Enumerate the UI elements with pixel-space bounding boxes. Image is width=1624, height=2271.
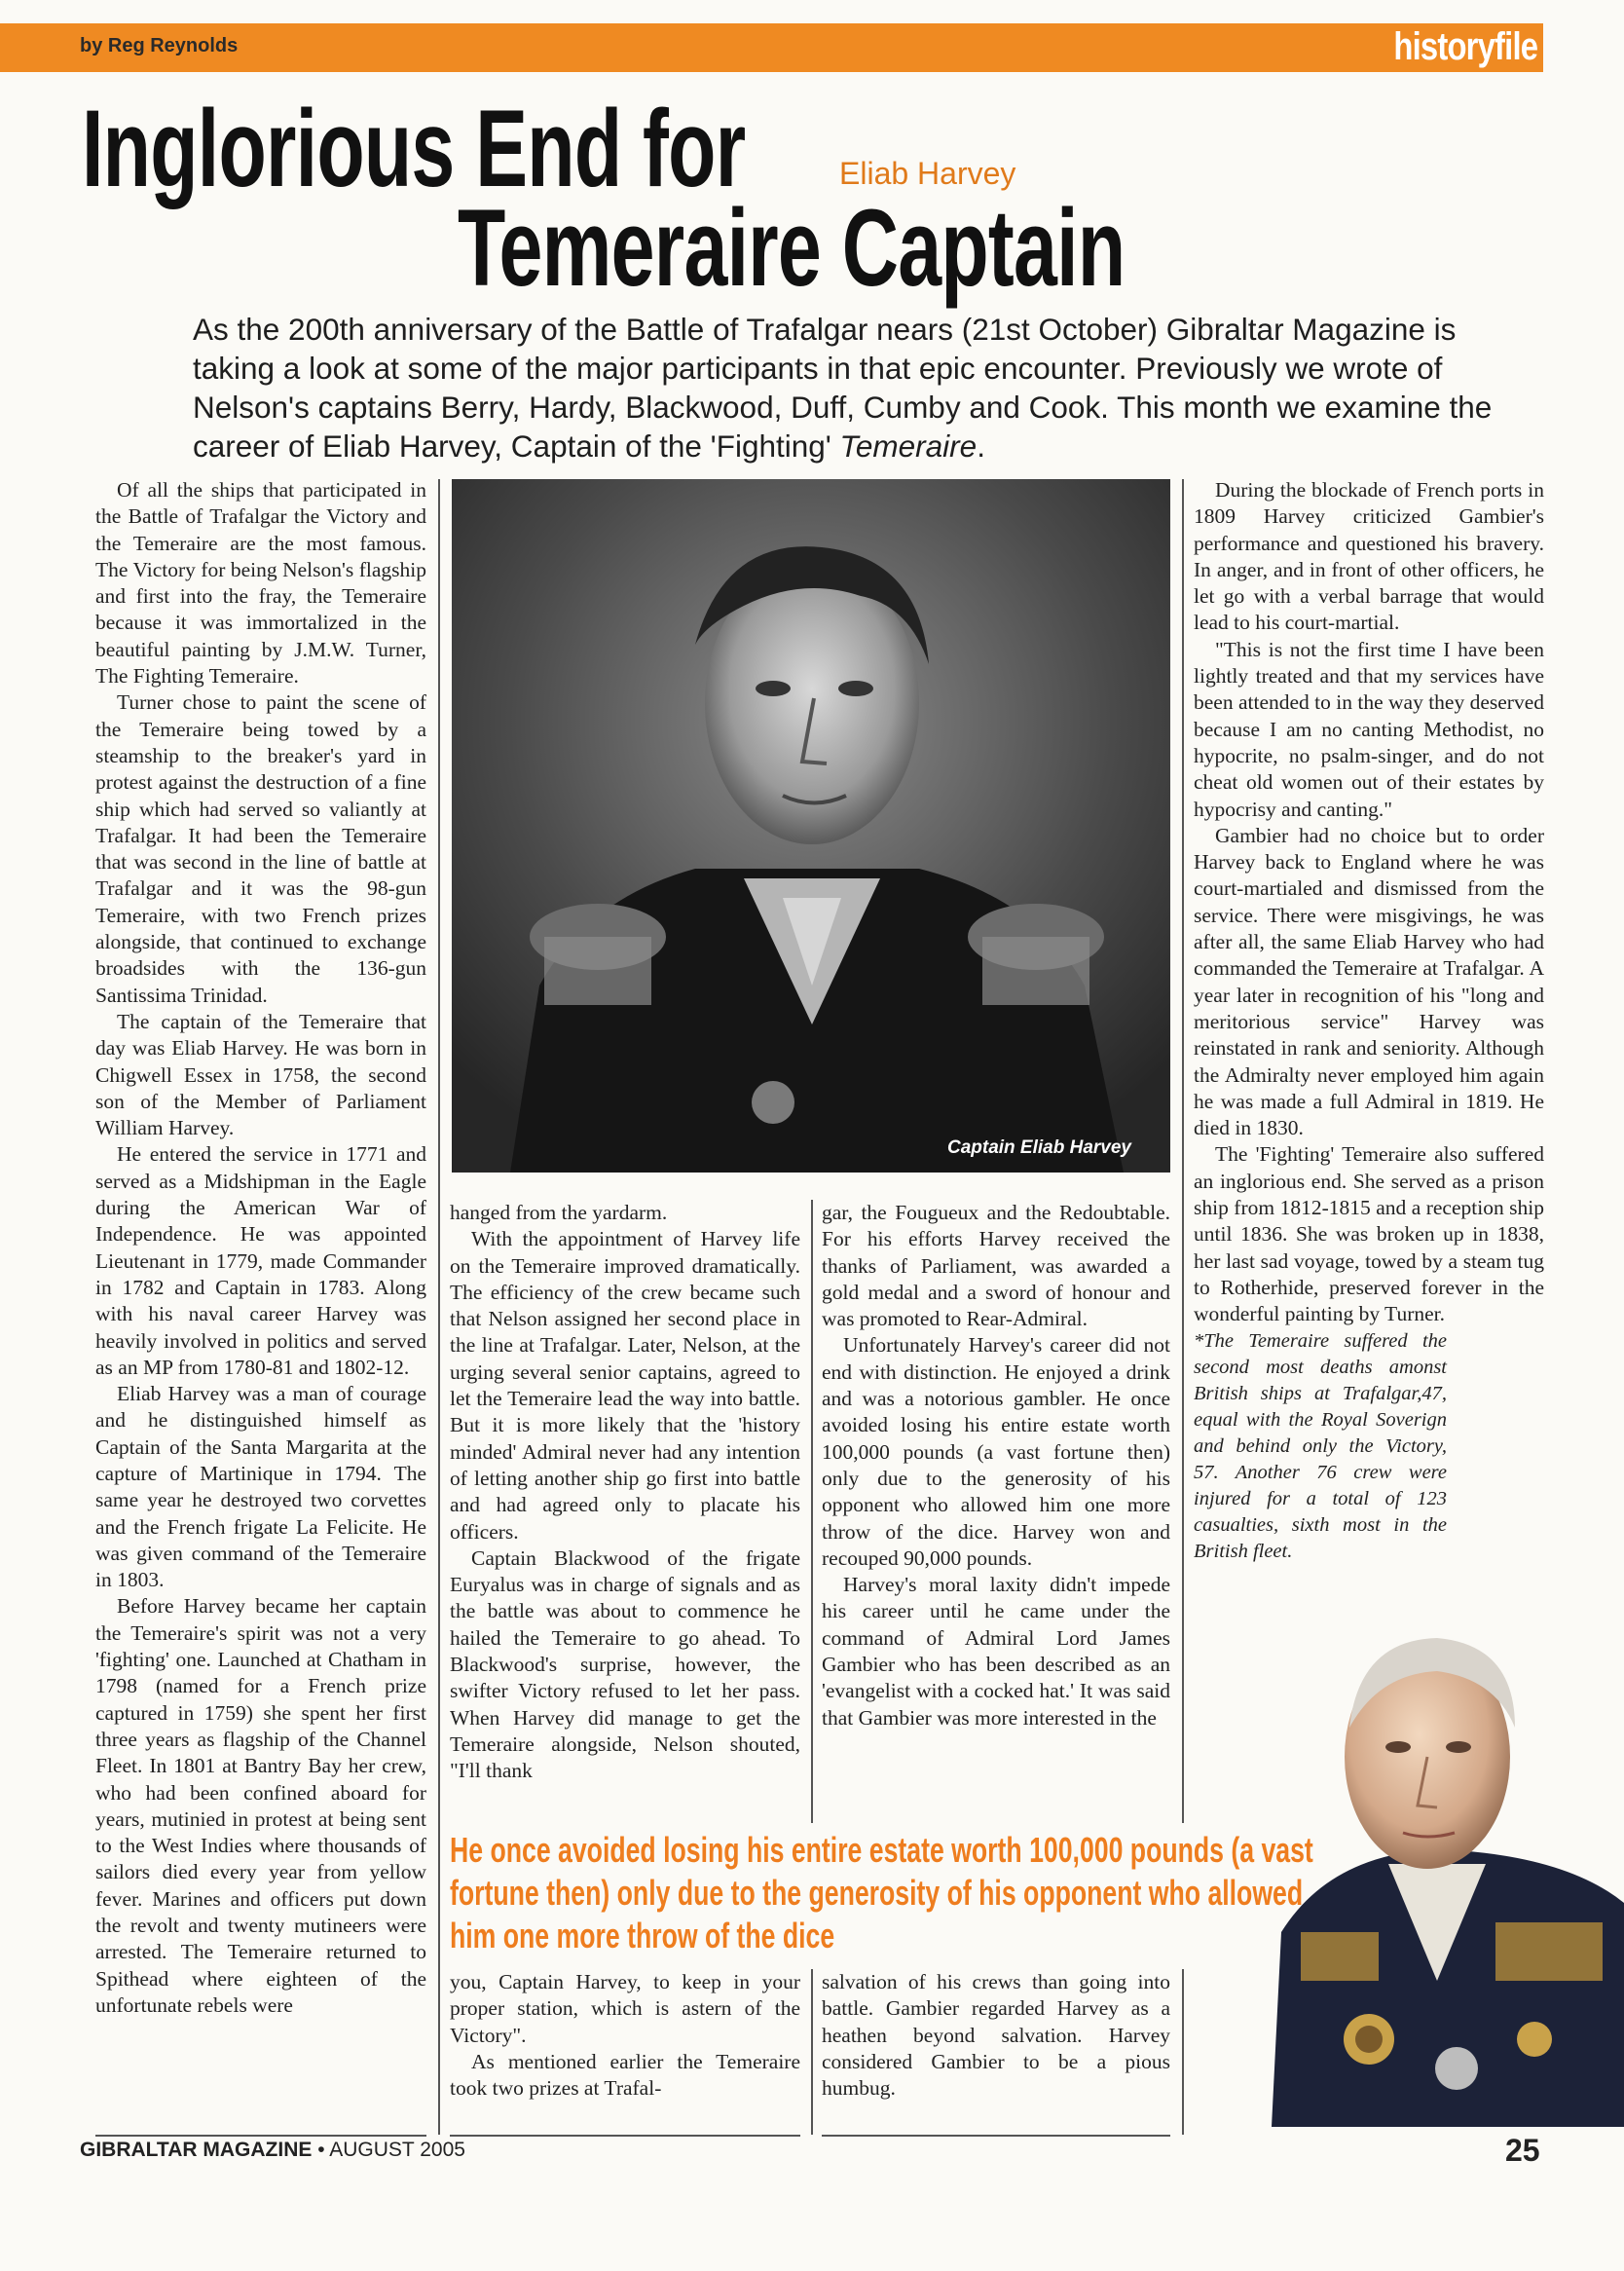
paragraph: Gambier had no choice but to order Harvey back to England where he was court-martialed and dismissed from the service. There were misgivings, he was after all, the same Eliab Harvey who had commanded the Temeraire at Trafalgar. A year later in recognition of his "long and meritorious service" Harvey was reinstated in rank and seniority. Although the Admiralty never employed him again he was made a full Admiral in 1819. He died in 1830.: [1194, 823, 1544, 1140]
article-column-1: [95, 477, 426, 2019]
paragraph: you, Captain Harvey, to keep in your proper station, which is astern of the Victory".: [450, 1970, 800, 2047]
column-rule: [811, 1200, 813, 1823]
paragraph: He entered the service in 1771 and served as a Midshipman in the Eagle during the American War of Independence. He was appointed Lieutenant in 1779, made Commander in 1782 and Captain in 1783. Along with his naval career Harvey was heavily involved in politics and served as an MP from 1780-81 and 1802-12.: [95, 1142, 426, 1379]
headline-line-1: Inglorious End for: [82, 88, 746, 209]
footer-separator: •: [312, 2139, 330, 2161]
footer-rule: [450, 2135, 800, 2137]
photo-caption: Captain Eliab Harvey: [946, 1137, 1131, 1158]
paragraph: As mentioned earlier the Temeraire took two prizes at Trafal-: [450, 2049, 800, 2101]
paragraph: salvation of his crews than going into battle. Gambier regarded Harvey as a heathen beyond salvation. Harvey considered Gambier to be a pious humbug.: [822, 1970, 1170, 2101]
article-column-2-lower: [450, 1969, 800, 2102]
paragraph: Harvey's moral laxity didn't impede his career until he came under the command of Admiral Lord James Gambier who has been described as an 'evangelist with a cocked hat.' It was said that Gambier was more interested in the: [822, 1573, 1170, 1730]
portrait-image: [452, 479, 1170, 1173]
standfirst: [193, 310, 1546, 465]
article-column-3-upper: [822, 1200, 1170, 1731]
column-rule: [1182, 1969, 1184, 2135]
paragraph: hanged from the yardarm.: [450, 1201, 668, 1224]
headline-subject-name: Eliab Harvey: [839, 156, 1016, 191]
headline-line-2: Temeraire Captain: [458, 187, 1126, 309]
pull-quote: He once avoided losing his entire estate worth 100,000 pounds (a vast fortune then) only due to the generosity of his opponent who allowed him one more throw of the dice: [450, 1830, 1313, 1955]
paragraph: Of all the ships that participated in the Battle of Trafalgar the Victory and the Temeraire are the most famous. The Victory for being Nelson's flagship and first into the fray, the Temeraire because it was immortalized in the beautiful painting by J.M.W. Turner, The Fighting Temeraire.: [95, 478, 426, 689]
section-tag: [1393, 25, 1537, 69]
column-rule: [438, 479, 440, 2135]
header-bar: [0, 23, 1543, 72]
standfirst-ship-name: Temeraire: [839, 428, 978, 464]
article-column-4: [1194, 477, 1544, 1565]
paragraph: Before Harvey became her captain the Temeraire's spirit was not a very 'fighting' one. Launched at Chatham in 1798 (named for a French prize captured in 1759) she spent her first three years as flagship of the Channel Fleet. In 1801 at Bantry Bay her crew, who had been confined aboard for years, mutinied in protest at being sent to the West Indies where thousands of sailors died every year from yellow fever. Marines and officers put down the revolt and twenty mutineers were arrested. The Temeraire returned to Spithead where eighteen of the unfortunate rebels were: [95, 1594, 426, 2017]
footnote: *The Temeraire suffered the second most deaths amonst British ships at Trafalgar,47, equal with the Royal Soverign and behind only the Victory, 57. Another 76 crew were injured for a total of 123 casualties, sixth most in the British fleet.: [1194, 1329, 1447, 1562]
standfirst-text: As the 200th anniversary of the Battle of Trafalgar nears (21st October) Gibraltar Magazine is taking a look at some of the major participants in that epic encounter. Previously we wrote of Nelson's captains Berry, Hardy, Blackwood, Duff, Cumby and Cook. This month we examine the career of Eliab Harvey, Captain of the 'Fighting': [193, 312, 1493, 464]
standfirst-end: .: [977, 428, 985, 464]
column-rule: [811, 1969, 813, 2135]
section-tag-history: history: [1393, 25, 1495, 68]
footer-issue: AUGUST 2005: [329, 2139, 465, 2161]
paragraph: With the appointment of Harvey life on the Temeraire improved dramatically. The efficiency of the crew became such that Nelson assigned her second place in the line at Trafalgar. Later, Nelson, at the urging several senior captains, agreed to let the Temeraire lead the way into battle. But it is more likely that the 'history minded' Admiral never had any intention of letting another ship go first into battle and had agreed only to placate his officers.: [450, 1227, 800, 1544]
paragraph: Eliab Harvey was a man of courage and he distinguished himself as Captain of the Santa Margarita at the capture of Martinique in 1794. The same year he destroyed two corvettes and the French frigate La Felicite. He was given command of the Temeraire in 1803.: [95, 1382, 426, 1592]
section-tag-file: file: [1494, 25, 1537, 68]
paragraph: The 'Fighting' Temeraire also suffered an inglorious end. She served as a prison ship from 1812-1815 and a reception ship until 1836. She was broken up in 1838, her last sad voyage, towed by a steam tug to Rotherhide, preserved forever in the wonderful painting by Turner.: [1194, 1142, 1544, 1326]
byline: by Reg Reynolds: [80, 35, 239, 56]
footer-publication: [80, 2139, 465, 2162]
nelson-image: [1272, 1611, 1624, 2127]
page-number: 25: [1505, 2133, 1540, 2168]
paragraph: Turner chose to paint the scene of the Temeraire being towed by a steamship to the breaker's yard in protest against the destruction of a fine ship which had served so valiantly at Trafalgar. It had been the Temeraire that was second in the line of battle at Trafalgar and it was the 98-gun Temeraire, with two French prizes alongside, that continued to exchange broadsides with the 136-gun Santissima Trinidad.: [95, 690, 426, 1007]
footer-rule: [95, 2135, 426, 2137]
footer-rule: [822, 2135, 1170, 2137]
paragraph: The captain of the Temeraire that day was Eliab Harvey. He was born in Chigwell Essex in 1758, the second son of the Member of Parliament William Harvey.: [95, 1009, 426, 1140]
paragraph: gar, the Fougueux and the Redoubtable. For his efforts Harvey received the thanks of Parliament, was awarded a gold medal and a sword of honour and was promoted to Rear-Admiral.: [822, 1201, 1170, 1331]
portrait-eliab-harvey: [452, 479, 1170, 1173]
column-rule: [1182, 479, 1184, 1823]
paragraph: During the blockade of French ports in 1809 Harvey criticized Gambier's performance and questioned his bravery. In anger, and in front of other officers, he let go with a verbal barrage that would lead to his court-martial.: [1194, 478, 1544, 635]
article-column-3-lower: [822, 1969, 1170, 2102]
portrait-nelson: [1272, 1611, 1624, 2127]
footer-magazine-name: GIBRALTAR MAGAZINE: [80, 2139, 313, 2161]
paragraph: "This is not the first time I have been lightly treated and that my services have been attended to in the way they deserved because I am no canting Methodist, no hypocrite, no psalm-singer, and do not cheat old women out of their estates by hypocrisy and canting.": [1194, 637, 1544, 821]
paragraph: Unfortunately Harvey's career did not end with distinction. He enjoyed a drink and was a notorious gambler. He once avoided losing his entire estate worth 100,000 pounds (a vast fortune then) only due to the generosity of his opponent who allowed him one more throw of the dice. Harvey won and recouped 90,000 pounds.: [822, 1333, 1170, 1570]
article-column-2-upper: [450, 1200, 800, 1785]
paragraph: Captain Blackwood of the frigate Euryalus was in charge of signals and as the battle was about to commence he hailed the Temeraire to go ahead. To Blackwood's surprise, however, the swifter Victory refused to let her pass. When Harvey did manage to get the Temeraire alongside, Nelson shouted, "I'll thank: [450, 1545, 800, 1783]
